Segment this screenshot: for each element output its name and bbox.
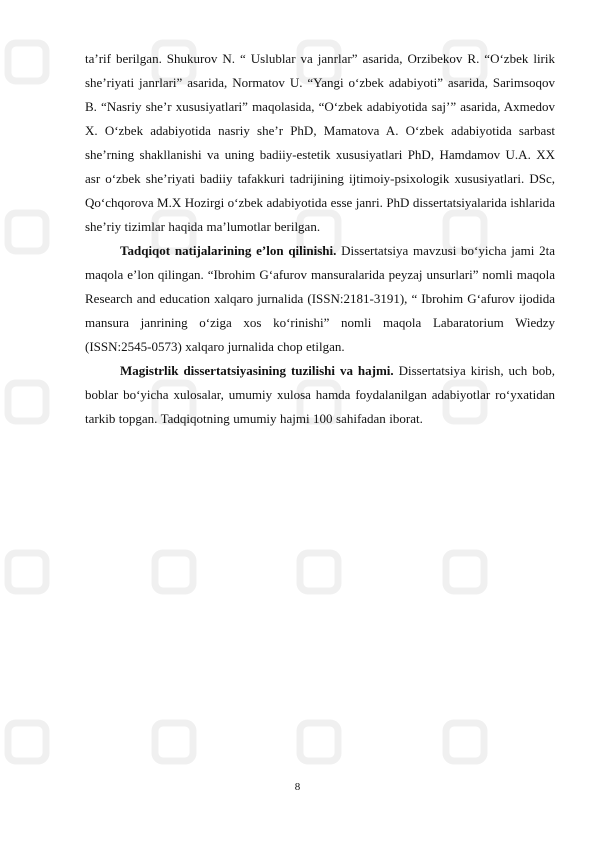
paragraph-publications (85, 239, 555, 359)
app-tile-icon (155, 723, 193, 761)
paragraph-text: Dissertatsiya kirish, uch bob, boblar bo‘yicha xulosalar, umumiy xulosa hamda foydalanilgan adabiyotlar ro‘yxatidan tarkib topgan. Tadqiqotning umumiy hajmi 100 sahifadan iborat. (85, 363, 555, 426)
page-number: 8 (294, 781, 301, 793)
section-heading-publications: Tadqiqot natijalarining e’lon qilinishi. (120, 243, 337, 258)
document-page (85, 47, 555, 431)
app-tile-icon (8, 383, 46, 421)
app-tile-icon (446, 723, 484, 761)
paragraph-text: Dissertatsiya mavzusi bo‘yicha jami 2ta maqola e’lon qilingan. “Ibrohim G‘afurov mansuralarida peyzaj unsurlari” nomli maqola Research and education xalqaro jurnalida (ISSN:2181-3191), “ Ibrohim G‘afurov ijodida mansura janrining o‘ziga xos ko‘rinishi” nomli maqola Labaratorium Wiedzy (ISSN:2545-0573) xalqaro jurnalida chop etilgan. (85, 243, 555, 354)
app-tile-icon (8, 553, 46, 591)
app-tile-icon (446, 553, 484, 591)
app-tile-icon (300, 723, 338, 761)
paragraph-literature-review (85, 47, 555, 239)
app-tile-icon (300, 553, 338, 591)
app-tile-icon (8, 43, 46, 81)
app-tile-icon (8, 213, 46, 251)
paragraph-structure (85, 359, 555, 431)
paragraph-text: ta’rif berilgan. Shukurov N. “ Uslublar va janrlar” asarida, Orzibekov R. “O‘zbek lirik she’riyati janrlari” asarida, Normatov U. “Yangi o‘zbek adabiyoti” asarida, Sarimsoqov B. “Nasriy she’r xususiyatlari” maqolasida, “O‘zbek adabiyotida saj’” asarida, Axmedov X. O‘zbek adabiyotida nasriy she’r PhD, Mamatova A. O‘zbek adabiyotida sarbast she’rning shakllanishi va uning badiiy-estetik xususiyatlari PhD, Hamdamov U.A. XX asr o‘zbek she’riyati badiiy tafakkuri tadrijining ijtimoiy-psixologik xususiyatlari. DSc, Qo‘chqorova M.X Hozirgi o‘zbek adabiyotida esse janri. PhD dissertatsiyalarida ishlarida she’riy tizimlar haqida ma’lumotlar berilgan. (85, 51, 555, 234)
app-tile-icon (8, 723, 46, 761)
section-heading-structure: Magistrlik dissertatsiyasining tuzilishi va hajmi. (120, 363, 394, 378)
app-tile-icon (155, 553, 193, 591)
